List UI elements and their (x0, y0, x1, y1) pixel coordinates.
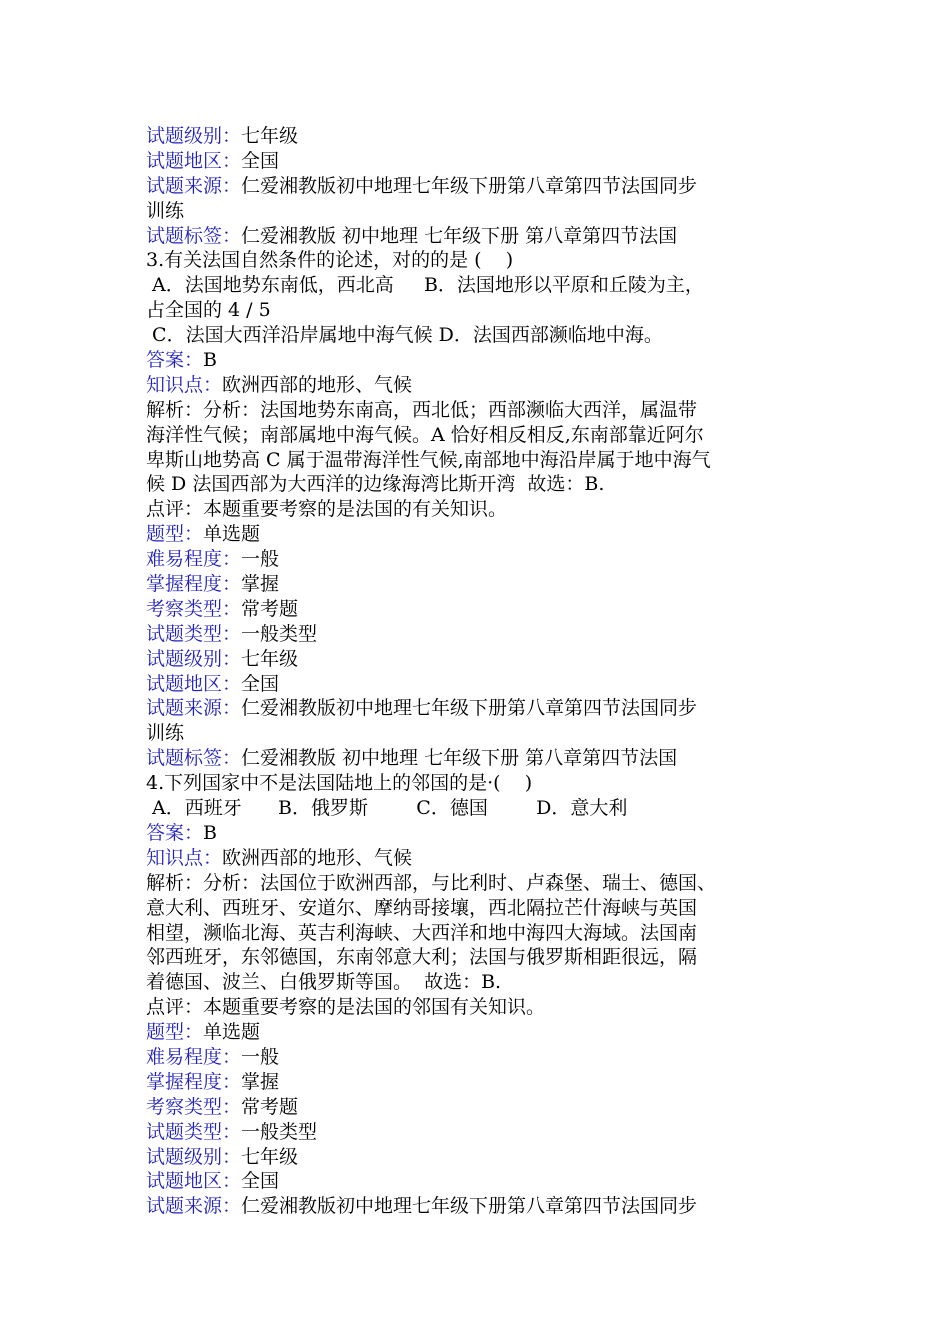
q4-region-value: 全国 (241, 1170, 280, 1193)
q3-answer (146, 348, 826, 373)
q3-exam-type (146, 597, 826, 622)
q4-difficulty-label: 难易程度： (146, 1045, 242, 1068)
q4-source-value: 仁爱湘教版初中地理七年级下册第八章第四节法国同步 (241, 1195, 698, 1218)
q3-stem: 3.有关法国自然条件的论述，对的的是 ( ) (146, 249, 514, 272)
q3-type (146, 522, 826, 547)
q3-analysis-line: 卑斯山地势高 C 属于温带海洋性气候,南部地中海沿岸属于地中海气 (146, 448, 711, 471)
q3-knowledge-value: 欧洲西部的地形、气候 (222, 373, 413, 396)
q3-difficulty-label: 难易程度： (146, 548, 242, 571)
q3-question-type-label: 试题类型： (146, 622, 242, 645)
q4-type-value: 单选题 (203, 1021, 261, 1044)
meta-source-value: 仁爱湘教版初中地理七年级下册第八章第四节法国同步 (241, 174, 698, 197)
q3-region-label: 试题地区： (146, 672, 242, 695)
meta-region-value: 全国 (241, 149, 280, 172)
q3-answer-value: B (203, 349, 217, 372)
q3-tags-value: 仁爱湘教版 初中地理 七年级下册 第八章第四节法国 (241, 747, 678, 770)
q3-analysis-line: 候 D 法国西部为大西洋的边缘海湾比斯开湾 故选：B. (146, 473, 605, 496)
q3-question-type-value: 一般类型 (241, 622, 318, 645)
document-page (146, 124, 826, 1219)
meta-source-cont (146, 199, 826, 224)
q4-knowledge-label: 知识点： (146, 846, 223, 869)
q3-knowledge-label: 知识点： (146, 373, 223, 396)
q4-answer-value: B (203, 821, 217, 844)
q3-options-ab: A．法国地势东南低，西北高 B．法国地形以平原和丘陵为主， (146, 274, 704, 297)
q4-analysis-line: 意大利、西班牙、安道尔、摩纳哥接壤，西北隔拉芒什海峡与英国 (146, 896, 698, 919)
q3-source-label: 试题来源： (146, 697, 242, 720)
q3-knowledge (146, 373, 826, 398)
q4-region (146, 1169, 826, 1194)
meta-tags-label: 试题标签： (146, 224, 242, 247)
q4-difficulty-value: 一般 (241, 1045, 280, 1068)
meta-tags (146, 224, 826, 249)
q3-region-value: 全国 (241, 672, 280, 695)
q4-exam-type-label: 考察类型： (146, 1095, 242, 1118)
q4-question-type (146, 1120, 826, 1145)
q3-exam-type-value: 常考题 (241, 597, 299, 620)
q4-exam-type-value: 常考题 (241, 1095, 299, 1118)
q4-stem: 4.下列国家中不是法国陆地上的邻国的是·( ) (146, 772, 533, 795)
q3-mastery-label: 掌握程度： (146, 573, 242, 596)
meta-source-value-cont: 训练 (146, 199, 185, 222)
q4-type (146, 1020, 826, 1045)
q4-level-label: 试题级别： (146, 1145, 242, 1168)
q3-mastery (146, 572, 826, 597)
q3-source (146, 696, 826, 721)
q3-tags-label: 试题标签： (146, 747, 242, 770)
q4-question-type-value: 一般类型 (241, 1120, 318, 1143)
q4-region-label: 试题地区： (146, 1170, 242, 1193)
meta-level-label: 试题级别： (146, 125, 242, 147)
q4-mastery (146, 1070, 826, 1095)
meta-source (146, 174, 826, 199)
q3-mastery-value: 掌握 (241, 573, 280, 596)
q4-answer (146, 821, 826, 846)
q4-knowledge (146, 846, 826, 871)
q3-analysis-line: 解析：分析：法国地势东南高，西北低；西部濒临大西洋，属温带 (146, 398, 698, 421)
q4-level-value: 七年级 (241, 1145, 299, 1168)
q3-exam-type-label: 考察类型： (146, 597, 242, 620)
q4-mastery-value: 掌握 (241, 1070, 280, 1093)
q3-comment: 点评：本题重要考察的是法国的有关知识。 (146, 498, 508, 521)
meta-level-value: 七年级 (241, 125, 299, 147)
q3-source-value-cont: 训练 (146, 722, 185, 745)
q3-type-value: 单选题 (203, 523, 261, 546)
q3-options-cd: C．法国大西洋沿岸属地中海气候 D．法国西部濒临地中海。 (146, 324, 663, 347)
q4-mastery-label: 掌握程度： (146, 1070, 242, 1093)
q4-analysis-line: 着德国、波兰、白俄罗斯等国。 故选：B. (146, 971, 502, 994)
q4-question-type-label: 试题类型： (146, 1120, 242, 1143)
q4-exam-type (146, 1095, 826, 1120)
q4-source-label: 试题来源： (146, 1195, 242, 1218)
meta-region (146, 149, 826, 174)
q4-options: A．西班牙 B．俄罗斯 C．德国 D．意大利 (146, 797, 628, 820)
q4-analysis-line: 解析：分析：法国位于欧洲西部，与比利时、卢森堡、瑞士、德国、 (146, 871, 717, 894)
meta-level (146, 124, 826, 149)
q4-knowledge-value: 欧洲西部的地形、气候 (222, 846, 413, 869)
q3-region (146, 672, 826, 697)
q4-answer-label: 答案： (146, 821, 204, 844)
q3-source-value: 仁爱湘教版初中地理七年级下册第八章第四节法国同步 (241, 697, 698, 720)
meta-tags-value: 仁爱湘教版 初中地理 七年级下册 第八章第四节法国 (241, 224, 678, 247)
q4-type-label: 题型： (146, 1021, 204, 1044)
q3-question-type (146, 622, 826, 647)
q4-level (146, 1145, 826, 1170)
meta-region-label: 试题地区： (146, 149, 242, 172)
q4-comment: 点评：本题重要考察的是法国的邻国有关知识。 (146, 996, 546, 1019)
q3-options-b-cont: 占全国的 4 / 5 (146, 299, 271, 322)
q3-difficulty (146, 547, 826, 572)
q3-level-label: 试题级别： (146, 647, 242, 670)
q4-analysis-line: 邻西班牙，东邻德国，东南邻意大利；法国与俄罗斯相距很远，隔 (146, 946, 698, 969)
q3-level-value: 七年级 (241, 647, 299, 670)
meta-source-label: 试题来源： (146, 174, 242, 197)
q4-analysis-line: 相望，濒临北海、英吉利海峡、大西洋和地中海四大海域。法国南 (146, 921, 698, 944)
q3-analysis-line: 海洋性气候；南部属地中海气候。A 恰好相反相反,东南部靠近阿尔 (146, 423, 704, 446)
q3-type-label: 题型： (146, 523, 204, 546)
q3-answer-label: 答案： (146, 349, 204, 372)
q3-level (146, 647, 826, 672)
q3-source-cont (146, 721, 826, 746)
q3-tags (146, 746, 826, 771)
q3-difficulty-value: 一般 (241, 548, 280, 571)
q4-difficulty (146, 1045, 826, 1070)
q4-source (146, 1194, 826, 1219)
